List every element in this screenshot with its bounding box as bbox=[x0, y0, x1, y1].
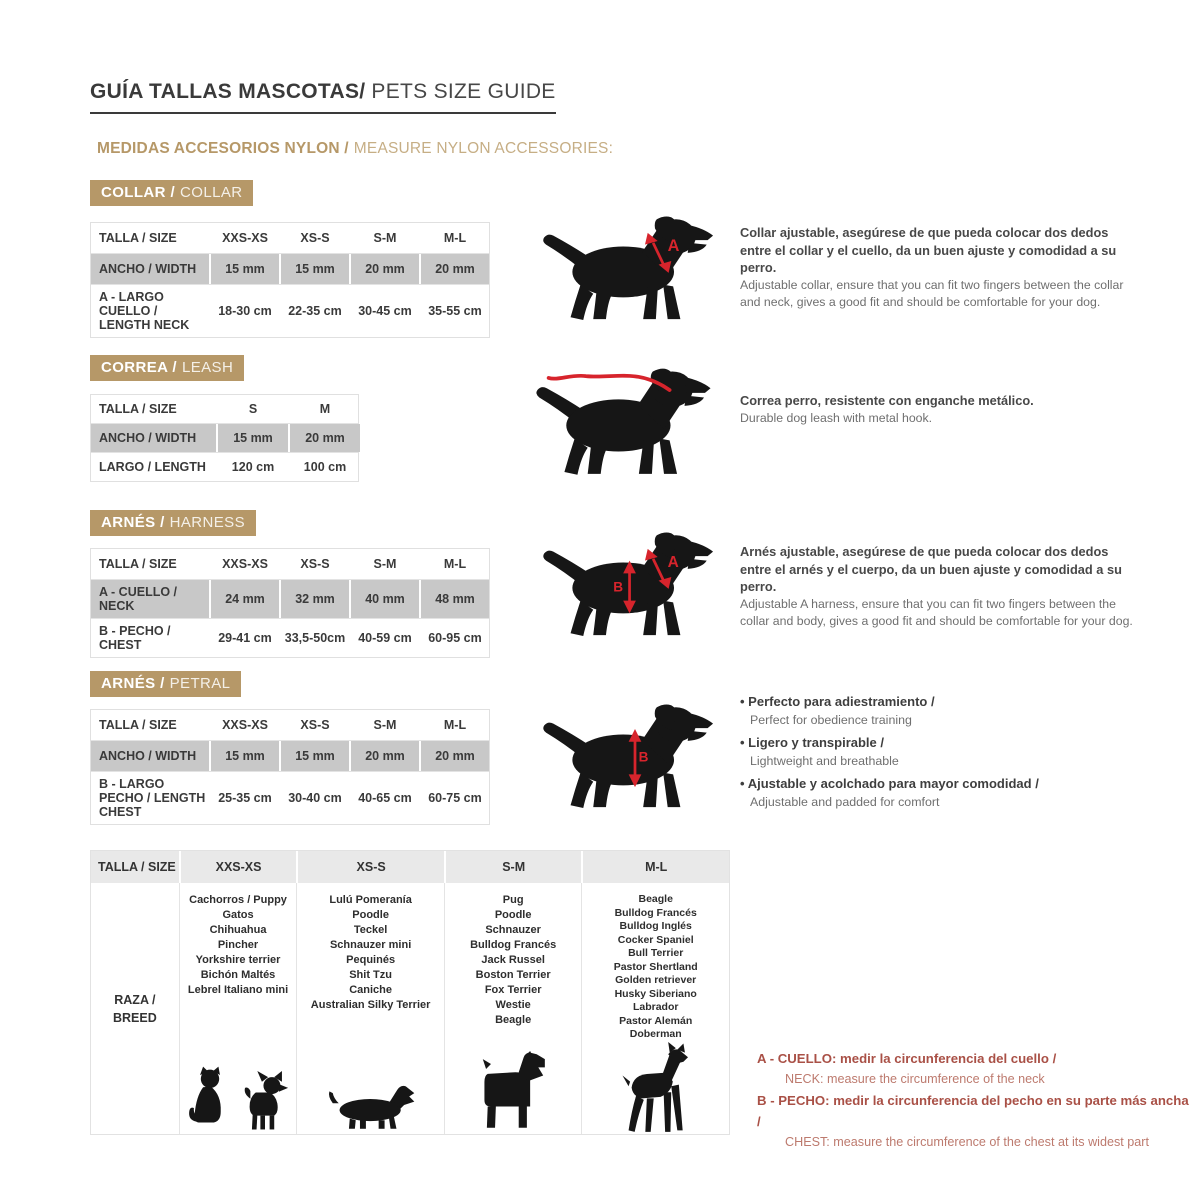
list-item: Westie bbox=[495, 999, 531, 1011]
table-cell: S-M bbox=[349, 549, 419, 579]
list-item: Bulldog Francés bbox=[470, 939, 557, 951]
leash-badge-en: LEASH bbox=[181, 359, 234, 376]
page-title-es: GUÍA TALLAS MASCOTAS/ bbox=[90, 80, 366, 103]
breed-table-header bbox=[91, 851, 729, 883]
dachshund-silhouette bbox=[326, 1079, 416, 1131]
table-cell: S bbox=[216, 395, 288, 423]
list-item: Poodle bbox=[494, 909, 532, 921]
collar-badge-en: COLLAR bbox=[180, 184, 243, 201]
note-a-es: A - CUELLO: medir la circunferencia del cuello / bbox=[757, 1051, 1057, 1066]
table-cell: XS-S bbox=[296, 851, 444, 883]
breed-list bbox=[188, 893, 288, 998]
list-item: Caniche bbox=[349, 984, 392, 996]
breed-column-s-m bbox=[444, 883, 582, 1134]
table-cell: TALLA / SIZE bbox=[99, 718, 177, 732]
table-cell: 30-45 cm bbox=[349, 285, 419, 337]
table-cell: 15 mm bbox=[279, 254, 349, 284]
table-row bbox=[91, 253, 489, 284]
table-cell: 15 mm bbox=[209, 741, 279, 771]
leash-desc-es: Correa perro, resistente con enganche metálico. bbox=[740, 393, 1034, 408]
harness-badge-en: HARNESS bbox=[169, 514, 245, 531]
list-item: Pastor Shertland bbox=[613, 960, 698, 973]
table-cell: TALLA / SIZE bbox=[99, 557, 177, 571]
doberman-silhouette bbox=[618, 1042, 694, 1138]
table-cell: XXS-XS bbox=[209, 710, 279, 740]
table-cell: 30-40 cm bbox=[279, 772, 349, 824]
raza-label-line2: BREED bbox=[112, 1010, 157, 1025]
table-row bbox=[91, 710, 489, 740]
table-cell: 40 mm bbox=[349, 580, 419, 618]
table-row bbox=[91, 549, 489, 579]
list-item: Teckel bbox=[353, 924, 388, 936]
breed-row-label-cell bbox=[91, 883, 179, 1134]
petral-bullet-en: Lightweight and breathable bbox=[750, 754, 899, 768]
harness-badge bbox=[90, 510, 256, 536]
table-row bbox=[91, 223, 489, 253]
table-cell: 60-95 cm bbox=[419, 619, 489, 657]
list-item: Beagle bbox=[638, 893, 673, 905]
table-cell: A - CUELLO / NECK bbox=[91, 580, 209, 618]
list-item: Yorkshire terrier bbox=[195, 954, 281, 966]
table-cell: 15 mm bbox=[216, 424, 288, 452]
table-cell: 40-65 cm bbox=[349, 772, 419, 824]
collar-badge-es: COLLAR / bbox=[101, 184, 176, 201]
collar-desc-es: Collar ajustable, asegúrese de que pueda colocar dos dedos entre el collar y el cuello, da un buen ajuste y comodidad a su perro. bbox=[740, 225, 1117, 275]
petral-bullet-es: • Perfecto para adiestramiento / bbox=[740, 692, 1142, 712]
table-cell: 22-35 cm bbox=[279, 285, 349, 337]
table-cell: M-L bbox=[581, 851, 729, 883]
list-item: Shit Tzu bbox=[349, 969, 392, 981]
silhouette-group bbox=[618, 1042, 694, 1141]
harness-description bbox=[740, 543, 1142, 630]
page-title bbox=[90, 80, 556, 114]
table-cell: 48 mm bbox=[419, 580, 489, 618]
list-item: Cocker Spaniel bbox=[617, 933, 694, 946]
breed-column-m-l bbox=[581, 883, 729, 1134]
table-cell: ANCHO / WIDTH bbox=[91, 424, 216, 452]
table-cell: 18-30 cm bbox=[209, 285, 279, 337]
table-row bbox=[91, 771, 489, 824]
dog-petral-diagram bbox=[535, 700, 735, 818]
table-cell: 20 mm bbox=[349, 741, 419, 771]
measurement-notes bbox=[757, 1048, 1192, 1153]
table-cell: 20 mm bbox=[288, 424, 360, 452]
list-item: Pug bbox=[502, 894, 524, 906]
petral-bullet-es: • Ligero y transpirable / bbox=[740, 733, 1142, 753]
table-cell: TALLA / SIZE bbox=[91, 851, 179, 883]
cat-silhouette bbox=[187, 1065, 233, 1131]
table-cell: 60-75 cm bbox=[419, 772, 489, 824]
list-item: Poodle bbox=[352, 909, 389, 921]
list-item: Husky Siberiano bbox=[614, 987, 697, 1000]
leash-badge bbox=[90, 355, 244, 381]
breed-size-table bbox=[90, 850, 730, 1135]
note-a-en: NECK: measure the circumference of the neck bbox=[785, 1072, 1045, 1086]
collar-description bbox=[740, 224, 1142, 311]
leash-desc-en: Durable dog leash with metal hook. bbox=[740, 410, 933, 425]
table-cell: M bbox=[288, 395, 360, 423]
petral-bullet-en: Perfect for obedience training bbox=[750, 713, 912, 727]
note-b-es: B - PECHO: medir la circunferencia del pecho en su parte más ancha / bbox=[757, 1093, 1189, 1129]
table-cell: ANCHO / WIDTH bbox=[91, 741, 209, 771]
table-cell: XS-S bbox=[279, 223, 349, 253]
collar-desc-en: Adjustable collar, ensure that you can fit two fingers between the collar and neck, gives a good fit and should be comfortable for your dog. bbox=[740, 277, 1124, 309]
raza-label-line1: RAZA / bbox=[114, 992, 156, 1007]
marker-letter-b: B bbox=[613, 579, 624, 595]
list-item: Labrador bbox=[632, 1001, 679, 1013]
list-item: Gatos bbox=[222, 909, 254, 921]
leash-description bbox=[740, 392, 1142, 427]
harness-badge-es: ARNÉS / bbox=[101, 514, 165, 531]
table-cell: TALLA / SIZE bbox=[99, 231, 177, 245]
table-cell: XXS-XS bbox=[209, 549, 279, 579]
list-item: Lulú Pomeranía bbox=[329, 894, 412, 906]
table-cell: B - LARGO PECHO / LENGTH CHEST bbox=[99, 777, 206, 819]
table-cell: XXS-XS bbox=[179, 851, 297, 883]
page-subtitle bbox=[97, 140, 613, 158]
collar-badge bbox=[90, 180, 253, 206]
list-item: Bull Terrier bbox=[628, 947, 684, 959]
table-row bbox=[91, 740, 489, 771]
table-cell: S-M bbox=[349, 223, 419, 253]
breed-table-body bbox=[91, 883, 729, 1134]
list-item: Chihuahua bbox=[209, 924, 267, 936]
table-cell: B - PECHO / CHEST bbox=[99, 624, 171, 652]
dog-collar-diagram bbox=[535, 212, 735, 330]
list-item: Pequinés bbox=[346, 954, 396, 966]
list-item: Bulldog Francés bbox=[614, 906, 697, 919]
collar-size-table bbox=[90, 222, 490, 338]
harness-size-table bbox=[90, 548, 490, 658]
table-cell: 120 cm bbox=[216, 453, 288, 481]
leash-badge-es: CORREA / bbox=[101, 359, 177, 376]
table-cell: 15 mm bbox=[209, 254, 279, 284]
petral-badge-es: ARNÉS / bbox=[101, 675, 165, 692]
table-cell: XS-S bbox=[279, 549, 349, 579]
breed-list bbox=[614, 893, 698, 1042]
leash-size-table bbox=[90, 394, 359, 482]
table-cell: 29-41 cm bbox=[209, 619, 279, 657]
breed-column-xs-s bbox=[296, 883, 444, 1134]
marker-letter-a: A bbox=[667, 237, 680, 256]
table-cell: 40-59 cm bbox=[349, 619, 419, 657]
table-cell: XXS-XS bbox=[209, 223, 279, 253]
list-item: Australian Silky Terrier bbox=[310, 999, 431, 1011]
page-subtitle-es: MEDIDAS ACCESORIOS NYLON / bbox=[97, 140, 349, 157]
table-cell: ANCHO / WIDTH bbox=[91, 254, 209, 284]
petral-bullet-es: • Ajustable y acolchado para mayor comodidad / bbox=[740, 774, 1142, 794]
table-row bbox=[91, 579, 489, 618]
table-row bbox=[91, 452, 358, 481]
list-item: Beagle bbox=[495, 1014, 532, 1026]
list-item: Schnauzer bbox=[485, 924, 541, 936]
table-cell: 33,5-50cm bbox=[279, 619, 349, 657]
list-item: Bichón Maltés bbox=[200, 969, 276, 981]
table-row bbox=[91, 618, 489, 657]
petral-badge bbox=[90, 671, 241, 697]
table-cell: S-M bbox=[444, 851, 582, 883]
list-item: Jack Russel bbox=[481, 954, 545, 966]
breed-column-xxs-xs bbox=[179, 883, 297, 1134]
petral-bullet-en: Adjustable and padded for comfort bbox=[750, 795, 940, 809]
list-item: Bulldog Inglés bbox=[619, 920, 692, 932]
table-row bbox=[91, 395, 358, 423]
dog-leash-diagram bbox=[528, 364, 733, 485]
harness-desc-en: Adjustable A harness, ensure that you can fit two fingers between the collar and body, gives a good fit and should be comfortable for your dog. bbox=[740, 596, 1133, 628]
table-cell: A - LARGO CUELLO / LENGTH NECK bbox=[99, 290, 190, 332]
table-cell: 20 mm bbox=[419, 254, 489, 284]
table-cell: 100 cm bbox=[288, 453, 360, 481]
breed-list bbox=[311, 893, 431, 1013]
table-cell: TALLA / SIZE bbox=[99, 402, 177, 416]
silhouette-group bbox=[187, 1065, 290, 1134]
table-cell: 20 mm bbox=[349, 254, 419, 284]
petral-badge-en: PETRAL bbox=[169, 675, 231, 692]
table-cell: 35-55 cm bbox=[419, 285, 489, 337]
list-item: Fox Terrier bbox=[484, 984, 542, 996]
list-item: Golden retriever bbox=[615, 974, 697, 986]
note-b-en: CHEST: measure the circumference of the chest at its widest part bbox=[785, 1135, 1149, 1149]
list-item: Schnauzer mini bbox=[329, 939, 412, 951]
breed-list bbox=[470, 893, 556, 1028]
petral-features bbox=[740, 692, 1142, 815]
page-subtitle-en: MEASURE NYLON ACCESSORIES: bbox=[353, 140, 614, 157]
chihuahua-silhouette bbox=[240, 1071, 290, 1131]
table-row bbox=[91, 284, 489, 337]
table-cell: M-L bbox=[419, 710, 489, 740]
list-item: Cachorros / Puppy bbox=[189, 894, 287, 906]
table-cell: XS-S bbox=[279, 710, 349, 740]
silhouette-group bbox=[326, 1079, 416, 1134]
dog-harness-diagram bbox=[535, 528, 735, 646]
list-item: Boston Terrier bbox=[475, 969, 551, 981]
table-cell: 32 mm bbox=[279, 580, 349, 618]
list-item: Lebrel Italiano mini bbox=[187, 984, 289, 996]
harness-desc-es: Arnés ajustable, asegúrese de que pueda colocar dos dedos entre el arnés y el cuerpo, da un buen ajuste y comodidad a su perro. bbox=[740, 544, 1122, 594]
table-cell: M-L bbox=[419, 549, 489, 579]
page-title-en: PETS SIZE GUIDE bbox=[371, 80, 556, 103]
table-cell: 25-35 cm bbox=[209, 772, 279, 824]
table-cell: 15 mm bbox=[279, 741, 349, 771]
list-item: Doberman bbox=[629, 1028, 682, 1040]
list-item: Pincher bbox=[217, 939, 259, 951]
list-item: Pastor Alemán bbox=[619, 1014, 693, 1027]
marker-letter-a: A bbox=[667, 554, 679, 572]
marker-letter-b: B bbox=[638, 749, 649, 765]
table-row bbox=[91, 423, 358, 452]
table-cell: M-L bbox=[419, 223, 489, 253]
silhouette-group bbox=[476, 1051, 550, 1134]
table-cell: 24 mm bbox=[209, 580, 279, 618]
table-cell: LARGO / LENGTH bbox=[99, 460, 206, 474]
schnauzer-silhouette bbox=[476, 1051, 550, 1131]
table-cell: S-M bbox=[349, 710, 419, 740]
petral-size-table bbox=[90, 709, 490, 825]
table-cell: 20 mm bbox=[419, 741, 489, 771]
